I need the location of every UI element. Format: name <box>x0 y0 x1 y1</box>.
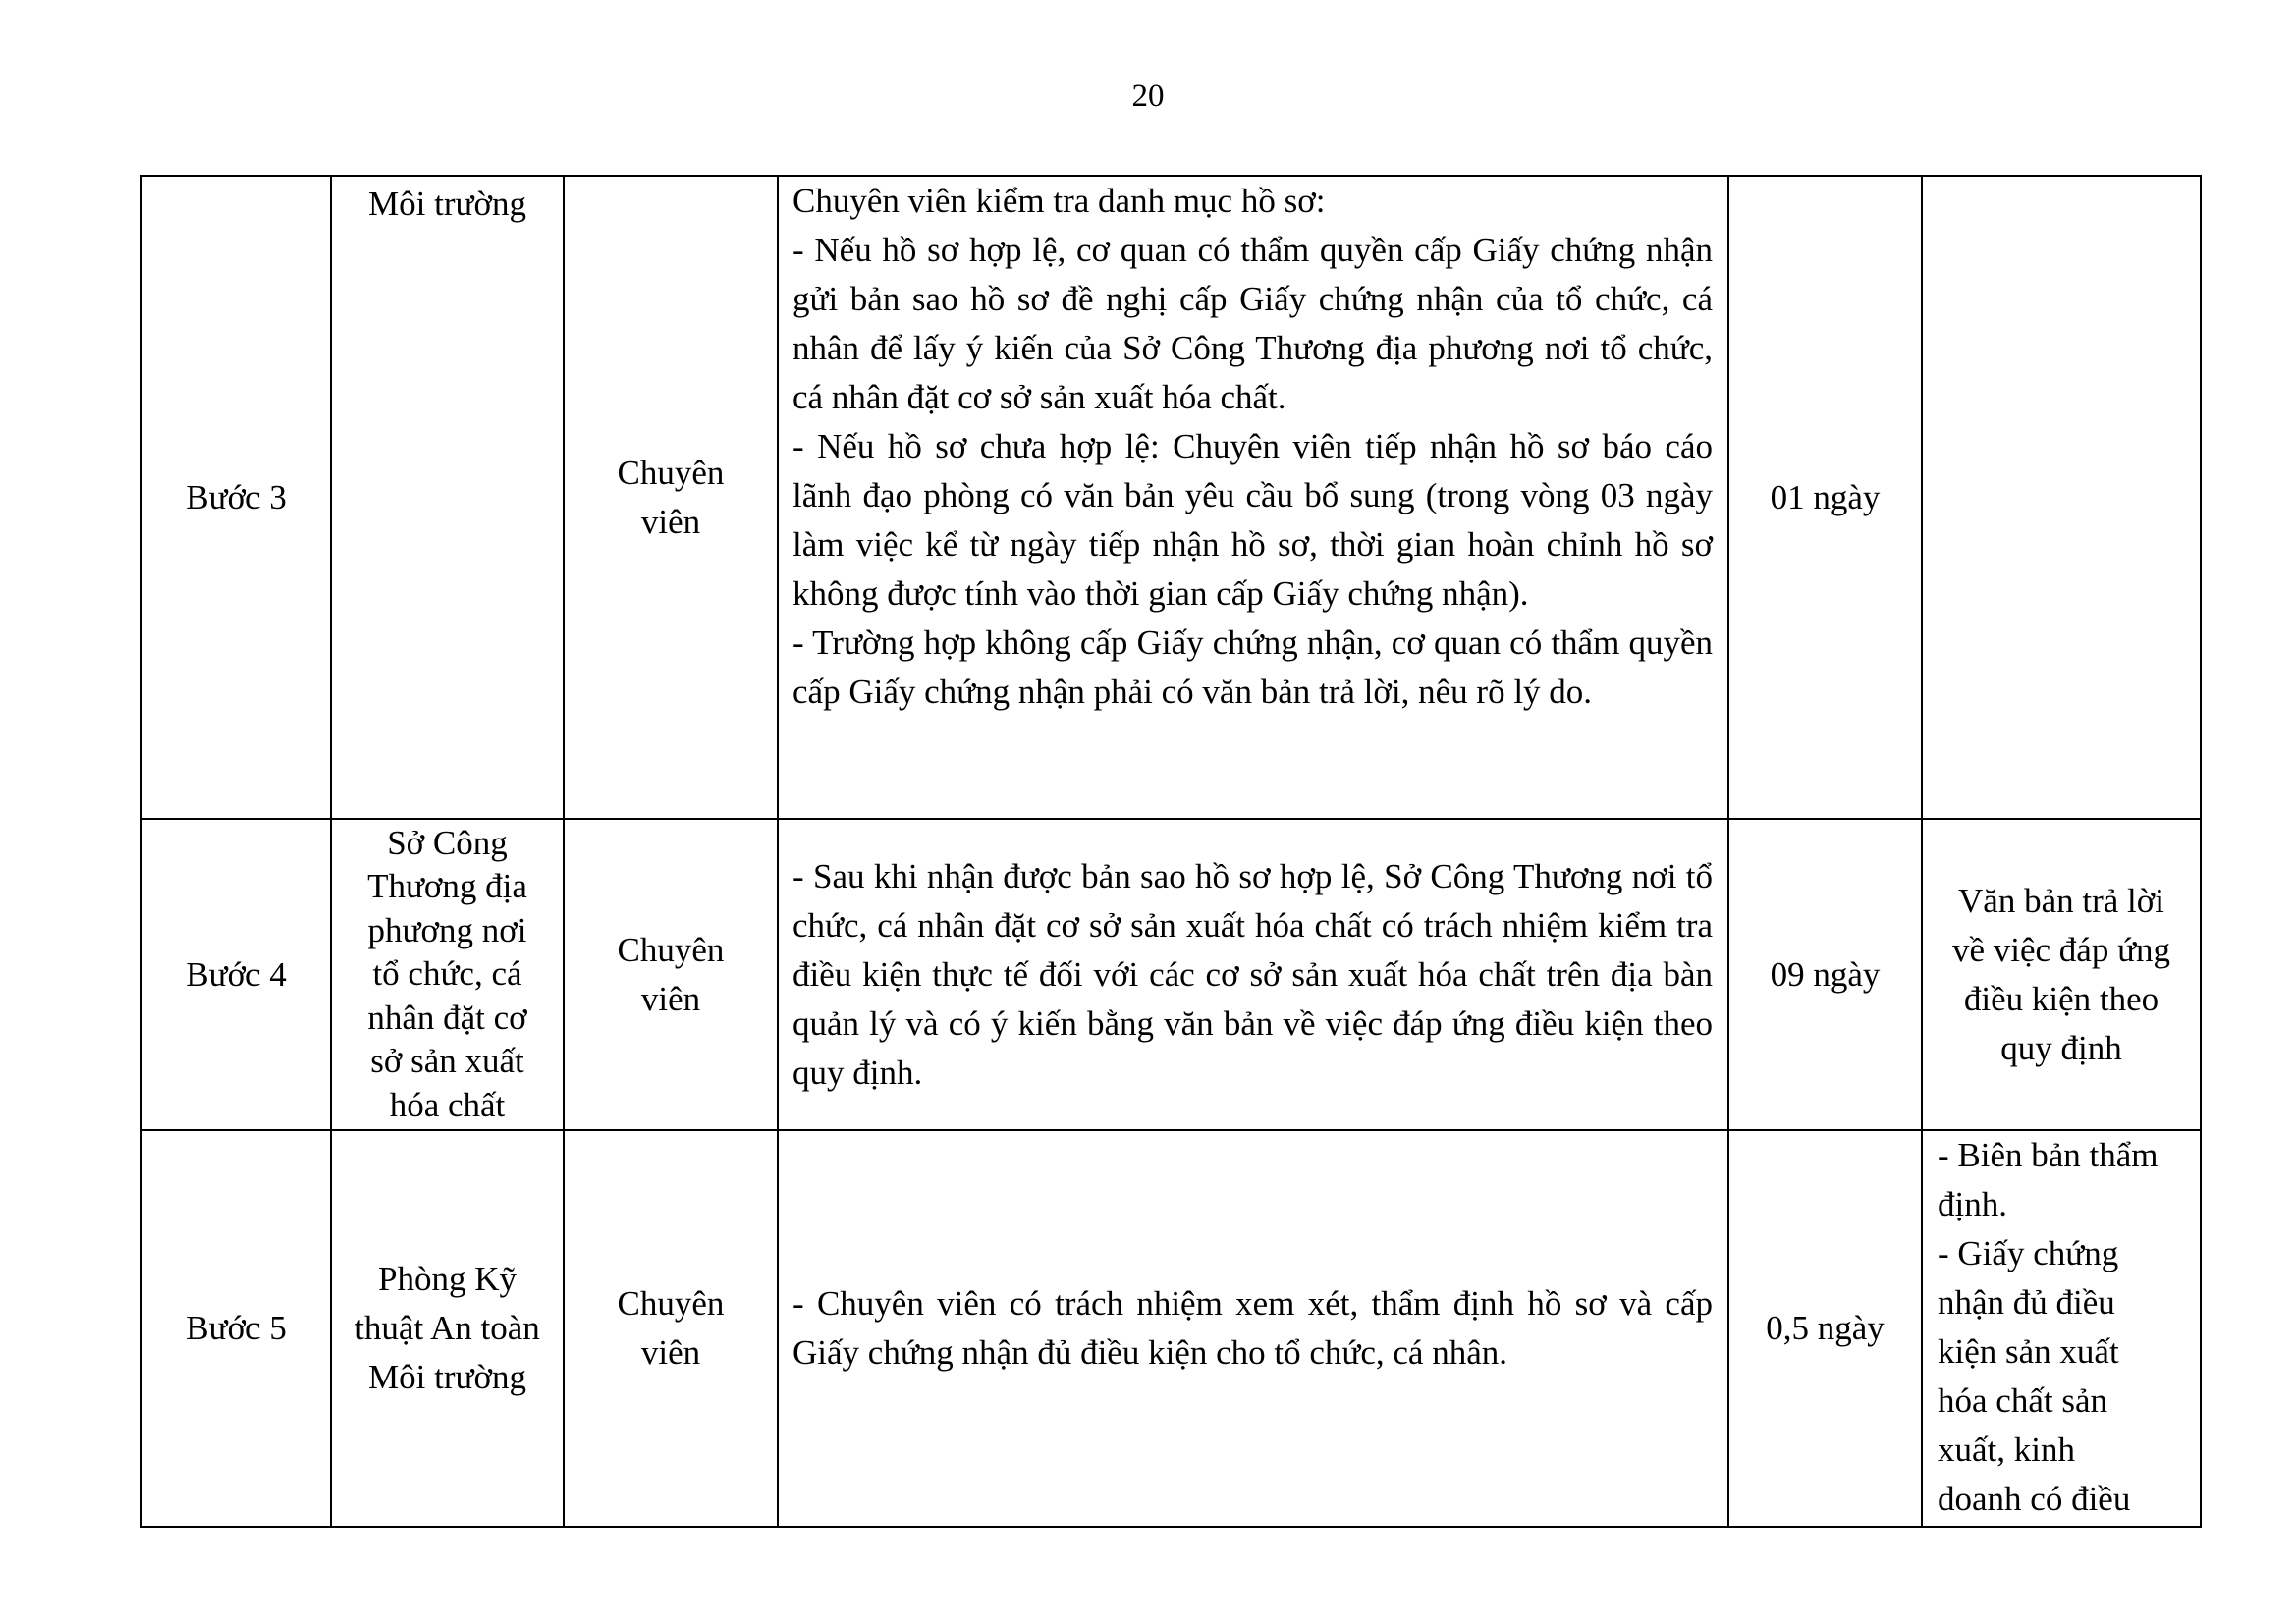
department-line: thuật An toàn <box>355 1309 540 1347</box>
performer-line: viên <box>640 502 701 541</box>
description-paragraph: - Nếu hồ sơ hợp lệ, cơ quan có thẩm quyền cấp Giấy chứng nhận gửi bản sao hồ sơ đề nghị cấp Giấy chứng nhận của tổ chức, cá nhân để lấy ý kiến của Sở Công Thương địa phương nơi tổ chức, cá nhân đặt cơ sở sản xuất hóa chất. <box>793 231 1713 416</box>
performer-line: Chuyên <box>617 930 725 969</box>
description-paragraph: - Chuyên viên có trách nhiệm xem xét, thẩm định hồ sơ và cấp Giấy chứng nhận đủ điều kiện cho tổ chức, cá nhân. <box>793 1284 1713 1372</box>
department-line: phương nơi <box>367 910 527 949</box>
step-cell <box>141 819 331 1130</box>
department-line: tổ chức, cá <box>372 954 522 994</box>
result-line: hóa chất sản <box>1938 1381 2107 1420</box>
performer-line: Chuyên <box>617 453 725 492</box>
step-label: Bước 3 <box>186 477 287 516</box>
table-row <box>141 819 2201 1130</box>
result-line: điều kiện theo <box>1963 979 2159 1018</box>
department-label: Môi trường <box>368 185 526 223</box>
table-row <box>141 1130 2201 1527</box>
time-label: 0,5 ngày <box>1766 1309 1885 1347</box>
step-cell <box>141 1130 331 1527</box>
result-content <box>1938 1131 2190 1526</box>
time-cell <box>1728 176 1922 819</box>
department-line: Môi trường <box>368 1358 526 1396</box>
result-line: doanh có điều <box>1938 1480 2131 1518</box>
result-line: quy định <box>2000 1028 2122 1067</box>
description-paragraph: - Sau khi nhận được bản sao hồ sơ hợp lệ, Sở Công Thương nơi tổ chức, cá nhân đặt cơ sở sản xuất hóa chất có trách nhiệm kiểm tra điều kiện thực tế đối với các cơ sở sản xuất hóa chất trên địa bàn quản lý và có ý kiến bằng văn bản về việc đáp ứng điều kiện theo quy định. <box>793 856 1713 1092</box>
table-row <box>141 176 2201 819</box>
result-line: - Giấy chứng <box>1938 1234 2119 1272</box>
description-paragraph: - Nếu hồ sơ chưa hợp lệ: Chuyên viên tiếp nhận hồ sơ báo cáo lãnh đạo phòng có văn bản yêu cầu bổ sung (trong vòng 03 ngày làm việc kể từ ngày tiếp nhận hồ sơ, thời gian hoàn chỉnh hồ sơ không được tính vào thời gian cấp Giấy chứng nhận). <box>793 427 1713 613</box>
procedure-table <box>140 175 2202 1528</box>
result-line: nhận đủ điều <box>1938 1283 2115 1322</box>
step-label: Bước 5 <box>186 1309 287 1347</box>
step-cell <box>141 176 331 819</box>
step-label: Bước 4 <box>186 954 287 994</box>
result-cell <box>1922 819 2201 1130</box>
result-cell <box>1922 1130 2201 1527</box>
performer-cell <box>564 176 778 819</box>
time-label: 01 ngày <box>1770 477 1881 516</box>
performer-cell <box>564 1130 778 1527</box>
department-line: sở sản xuất <box>370 1042 524 1081</box>
department-line: nhân đặt cơ <box>367 998 527 1037</box>
result-cell <box>1922 176 2201 819</box>
department-cell <box>331 819 564 1130</box>
result-line: xuất, kinh <box>1938 1431 2075 1469</box>
result-line: - Biên bản thẩm <box>1938 1136 2159 1174</box>
description-cell <box>778 1130 1728 1527</box>
description-paragraph: Chuyên viên kiểm tra danh mục hồ sơ: <box>793 182 1326 220</box>
department-cell <box>331 176 564 819</box>
department-line: hóa chất <box>389 1085 506 1124</box>
page-number: 20 <box>1131 79 1165 114</box>
result-line: kiện sản xuất <box>1938 1332 2119 1371</box>
performer-line: Chuyên <box>617 1284 725 1323</box>
department-line: Thương địa <box>367 867 527 906</box>
department-line: Sở Công <box>387 823 508 862</box>
description-cell <box>778 819 1728 1130</box>
department-line: Phòng Kỹ <box>378 1260 517 1298</box>
time-label: 09 ngày <box>1770 954 1881 994</box>
result-line: Văn bản trả lời <box>1958 881 2164 920</box>
result-line: về việc đáp ứng <box>1951 930 2171 969</box>
performer-line: viên <box>640 1333 701 1372</box>
time-cell <box>1728 819 1922 1130</box>
performer-cell <box>564 819 778 1130</box>
description-cell <box>778 176 1728 819</box>
performer-line: viên <box>640 979 701 1018</box>
time-cell <box>1728 1130 1922 1527</box>
department-cell <box>331 1130 564 1527</box>
result-line: định. <box>1938 1185 2007 1223</box>
description-paragraph: - Trường hợp không cấp Giấy chứng nhận, cơ quan có thẩm quyền cấp Giấy chứng nhận phải có văn bản trả lời, nêu rõ lý do. <box>793 623 1713 711</box>
